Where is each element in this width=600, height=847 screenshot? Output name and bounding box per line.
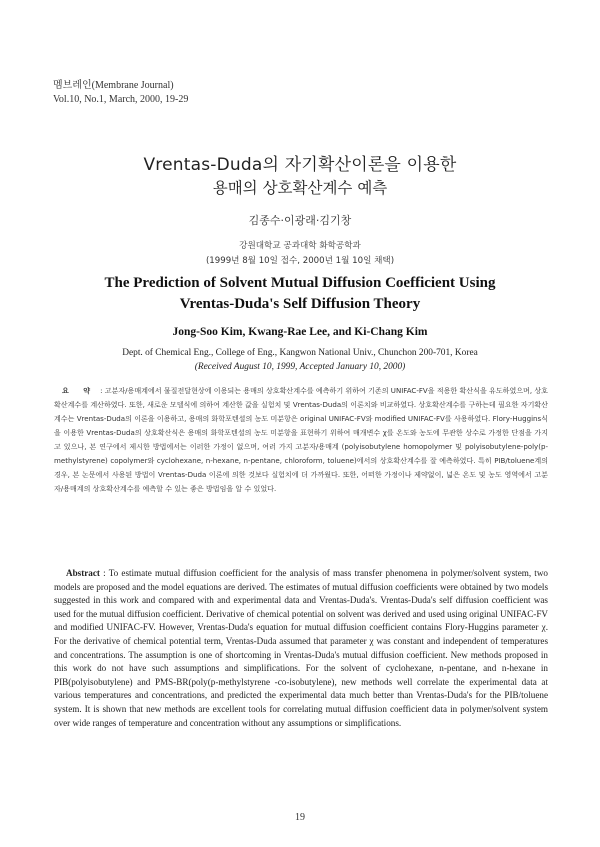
english-abstract	[54, 567, 548, 730]
english-affiliation: Dept. of Chemical Eng., College of Eng., Kangwon National Univ., Chunchon 200-701, Korea	[122, 348, 478, 358]
korean-authors: 김종수·이광래·김기창	[248, 214, 352, 227]
korean-title-line-2: 용매의 상호확산계수 예측	[212, 179, 388, 197]
korean-title-line-1: Vrentas-Duda의 자기확산이론을 이용한	[143, 155, 457, 175]
korean-abstract	[54, 384, 548, 496]
english-authors: Jong-Soo Kim, Kwang-Rae Lee, and Ki-Chang Kim	[172, 326, 428, 338]
english-abstract-label: Abstract	[66, 568, 100, 578]
journal-name: 멤브레인(Membrane Journal)	[53, 80, 174, 91]
english-title-line-1: The Prediction of Solvent Mutual Diffusion Coefficient Using	[104, 275, 496, 291]
journal-header	[53, 79, 188, 107]
korean-affiliation: 강원대학교 공과대학 화학공학과	[239, 241, 361, 251]
journal-volume-issue: Vol.10, No.1, March, 2000, 19-29	[53, 94, 189, 105]
english-title-line-2: Vrentas-Duda's Self Diffusion Theory	[179, 296, 421, 312]
korean-abstract-label: 요 약	[62, 386, 97, 395]
korean-received-dates: (1999년 8월 10일 접수, 2000년 1월 10일 채택)	[205, 256, 395, 266]
english-received-dates: (Received August 10, 1999, Accepted January 10, 2000)	[194, 362, 406, 372]
korean-abstract-body: : 고분자/용매계에서 물질전달현상에 이용되는 용매의 상호확산계수를 예측하기 위하여 기존의 UNIFAC-FV을 적용한 확산식을 유도하였으며, 상호확산계수를 계산하였다. 또한, 새로운 모델식에 의하여 계산한 값을 실험치 및 Vrentas-Duda의 이론치와 비교하였다. 상호확산계수를 구하는데 필요한 자기확산계수는 Vrentas-Duda의 이론을 이용하고, 용매의 화학포텐셜의 농도 미분항은 original UNIFAC-FV와 modified UNIFAC-FV를 사용하였다. Flory-Huggins식을 이용한 Vrentas-Duda의 상호확산식은 용매의 화학포텐셜의 농도 미분항을 표현하기 위하여 매개변수 χ를 온도와 농도에 무관한 상수로 가정한 단점을 가지고 있으나, 본 연구에서 제시한 방법에서는 이러한 가정이 없으며, 여러 가지 고분자/용매계 (polyisobutylene homopolymer 및 polyisobutylene-poly(p-methylstyrene) copolymer와 cyclohexane, n-hexane, n-pentane, chloroform, toluene)에서의 상호확산계수를 잘 예측하였다. 특히 PIB/toluene계의 경우, 본 논문에서 사용된 방법이 Vrentas-Duda 이론에 의한 것보다 실험치에 더 가까웠다. 또한, 어떠한 가정이나 제약없이, 넓은 온도 및 농도 영역에서 고분자/용매계의 상호확산계수를 예측할 수 있는 좋은 방법임을 알 수 있었다.	[54, 386, 548, 493]
page-number: 19	[295, 812, 305, 823]
english-abstract-body: : To estimate mutual diffusion coefficient for the analysis of mass transfer phenomena in polymer/solvent system, two models are proposed and the model equations are derived. The estimates of mutual diffusion coefficients were obtained by two models suggested in this work and compared with and experimental data and Vrentas-Duda's. Vrentas-Duda's self diffusion coefficient was used for the mutual diffusion coefficient. Derivative of chemical potential on solvent was derived and used using original UNIFAC-FV and modified UNIFAC-FV. However, Vrentas-Duda's equation for mutual diffusion coefficient contains Flory-Huggins parameter χ. For the derivative of chemical potential term, Vrentas-Duda assumed that parameter χ was constant and independent of temperatures and concentrations. The assumption is one of shortcoming in Vrentas-Duda's mutual diffusion coefficient. New methods proposed in this work do not have such assumptions and simplifications. For the solvent of cyclohexane, n-pentane, and n-hexane in PIB(polyisobutylene) and PMS-BR(poly(p-methylstyrene -co-isobutylene), new methods well correlate the experimental data at various temperatures and concentrations, and predicted the experimental data much better than Vrentas-Duda's for the PIB/toluene system. It is shown that new methods are excellent tools for correlating mutual diffusion coefficient data in polymer/solvent system over wide ranges of temperature and concentration without any assumptions or simplifications.	[54, 568, 548, 728]
